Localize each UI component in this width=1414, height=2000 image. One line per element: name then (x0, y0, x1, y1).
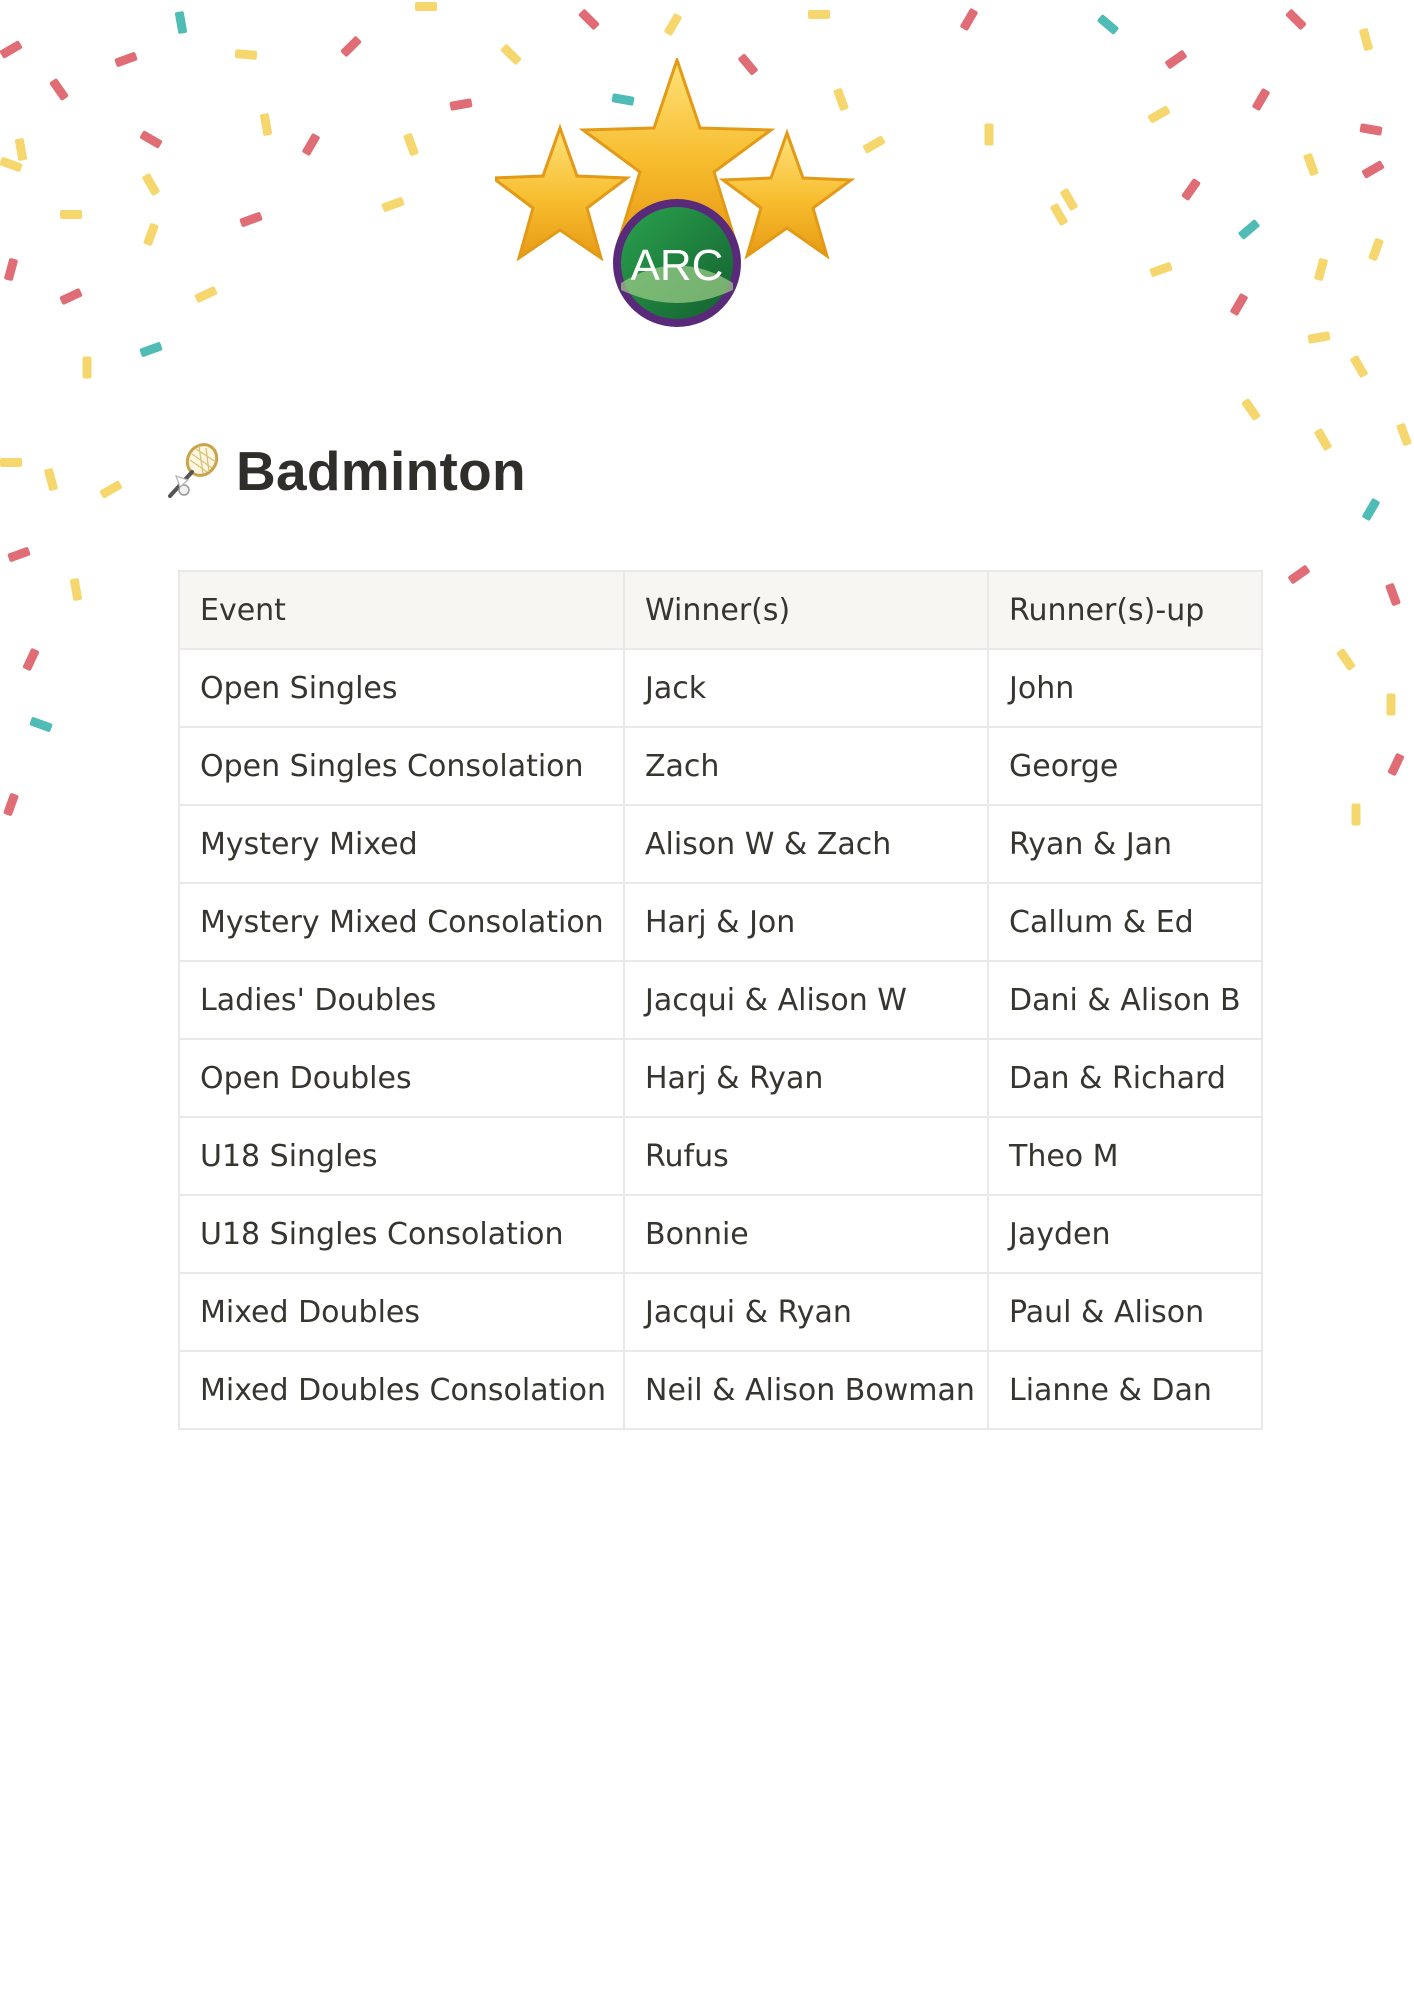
confetti-piece (415, 2, 437, 11)
confetti-piece (1336, 648, 1356, 671)
column-header-runners-up: Runner(s)-up (988, 571, 1262, 649)
confetti-piece (1387, 753, 1404, 777)
confetti-piece (1149, 262, 1173, 278)
confetti-piece (664, 13, 683, 37)
confetti-piece (1387, 694, 1396, 716)
arc-stars-badge-logo (495, 58, 860, 333)
runner-up-cell: Ryan & Jan (988, 805, 1262, 883)
confetti-piece (7, 547, 31, 563)
table-row (179, 1273, 1262, 1351)
confetti-piece (139, 130, 163, 149)
column-header-event: Event (179, 571, 624, 649)
confetti-piece (1352, 804, 1361, 826)
confetti-piece (1361, 160, 1385, 179)
confetti-piece (1230, 293, 1249, 317)
winner-cell: Jacqui & Alison W (624, 961, 988, 1039)
confetti-piece (1314, 258, 1328, 282)
confetti-piece (1314, 428, 1333, 452)
confetti-piece (22, 648, 39, 672)
confetti-piece (302, 133, 321, 157)
runner-up-cell: Paul & Alison (988, 1273, 1262, 1351)
winner-cell: Jacqui & Ryan (624, 1273, 988, 1351)
confetti-piece (1350, 355, 1369, 379)
svg-text:ARC: ARC (630, 241, 724, 290)
confetti-piece (985, 124, 994, 146)
confetti-piece (83, 357, 92, 379)
confetti-piece (29, 717, 53, 733)
confetti-piece (60, 210, 82, 219)
event-cell: U18 Singles Consolation (179, 1195, 624, 1273)
confetti-piece (4, 258, 18, 282)
runner-up-cell: Jayden (988, 1195, 1262, 1273)
event-cell: Mystery Mixed (179, 805, 624, 883)
confetti-piece (1238, 219, 1261, 240)
confetti-piece (1307, 331, 1330, 344)
confetti-piece (1147, 105, 1171, 124)
winner-cell: Rufus (624, 1117, 988, 1195)
confetti-piece (139, 342, 163, 358)
event-cell: Open Doubles (179, 1039, 624, 1117)
runner-up-cell: George (988, 727, 1262, 805)
runner-up-cell: Dani & Alison B (988, 961, 1262, 1039)
confetti-piece (403, 133, 419, 157)
event-cell: Open Singles Consolation (179, 727, 624, 805)
event-cell: Ladies' Doubles (179, 961, 624, 1039)
table-row (179, 1195, 1262, 1273)
confetti-piece (1050, 203, 1069, 227)
confetti-piece (44, 468, 58, 492)
winner-cell: Harj & Jon (624, 883, 988, 961)
confetti-piece (1287, 565, 1310, 585)
event-cell: Mixed Doubles (179, 1273, 624, 1351)
table-row (179, 805, 1262, 883)
confetti-piece (1359, 28, 1373, 52)
confetti-piece (1368, 238, 1384, 262)
confetti-piece (239, 212, 263, 228)
confetti-piece (99, 480, 123, 499)
confetti-piece (381, 197, 405, 213)
event-cell: Open Singles (179, 649, 624, 727)
page-title: Badminton (236, 439, 526, 502)
runner-up-cell: Callum & Ed (988, 883, 1262, 961)
table-row (179, 1117, 1262, 1195)
confetti-piece (1181, 178, 1201, 201)
page-header (162, 440, 526, 502)
confetti-piece (59, 288, 83, 305)
winner-cell: Harj & Ryan (624, 1039, 988, 1117)
confetti-piece (15, 138, 28, 161)
confetti-piece (1285, 9, 1307, 31)
table-row (179, 883, 1262, 961)
table-row (179, 727, 1262, 805)
confetti-piece (1362, 498, 1381, 522)
confetti-piece (175, 11, 188, 34)
table-row (179, 1039, 1262, 1117)
confetti-piece (1359, 123, 1382, 136)
table-row (179, 649, 1262, 727)
winner-cell: Neil & Alison Bowman (624, 1351, 988, 1429)
confetti-piece (1060, 188, 1079, 212)
confetti-piece (114, 52, 138, 68)
runner-up-cell: Dan & Richard (988, 1039, 1262, 1117)
confetti-piece (578, 9, 600, 31)
confetti-piece (1303, 153, 1319, 177)
runner-up-cell: John (988, 649, 1262, 727)
confetti-piece (1097, 14, 1120, 35)
confetti-piece (862, 135, 886, 154)
confetti-piece (1164, 50, 1187, 70)
confetti-piece (1252, 88, 1271, 112)
confetti-piece (3, 793, 19, 817)
confetti-piece (808, 10, 830, 19)
confetti-piece (1396, 423, 1412, 447)
confetti-piece (1241, 398, 1261, 421)
runner-up-cell: Lianne & Dan (988, 1351, 1262, 1429)
event-cell: Mystery Mixed Consolation (179, 883, 624, 961)
runner-up-cell: Theo M (988, 1117, 1262, 1195)
confetti-piece (449, 98, 472, 111)
confetti-piece (49, 78, 69, 101)
confetti-piece (0, 40, 23, 59)
winner-cell: Jack (624, 649, 988, 727)
confetti-piece (0, 458, 22, 467)
badminton-racket-icon (162, 440, 224, 502)
column-header-winners: Winner(s) (624, 571, 988, 649)
event-cell: U18 Singles (179, 1117, 624, 1195)
confetti-piece (260, 113, 273, 136)
winner-cell: Zach (624, 727, 988, 805)
winner-cell: Alison W & Zach (624, 805, 988, 883)
confetti-piece (1385, 583, 1401, 607)
winner-cell: Bonnie (624, 1195, 988, 1273)
confetti-piece (143, 223, 159, 247)
confetti-piece (340, 36, 362, 58)
confetti-piece (194, 286, 218, 303)
table-row (179, 961, 1262, 1039)
table-header-row (179, 571, 1262, 649)
event-cell: Mixed Doubles Consolation (179, 1351, 624, 1429)
arc-circle-emblem (613, 199, 741, 327)
confetti-piece (70, 578, 83, 601)
confetti-piece (142, 173, 161, 197)
confetti-piece (960, 8, 979, 32)
confetti-piece (235, 49, 258, 60)
results-table (178, 570, 1263, 1430)
table-row (179, 1351, 1262, 1429)
